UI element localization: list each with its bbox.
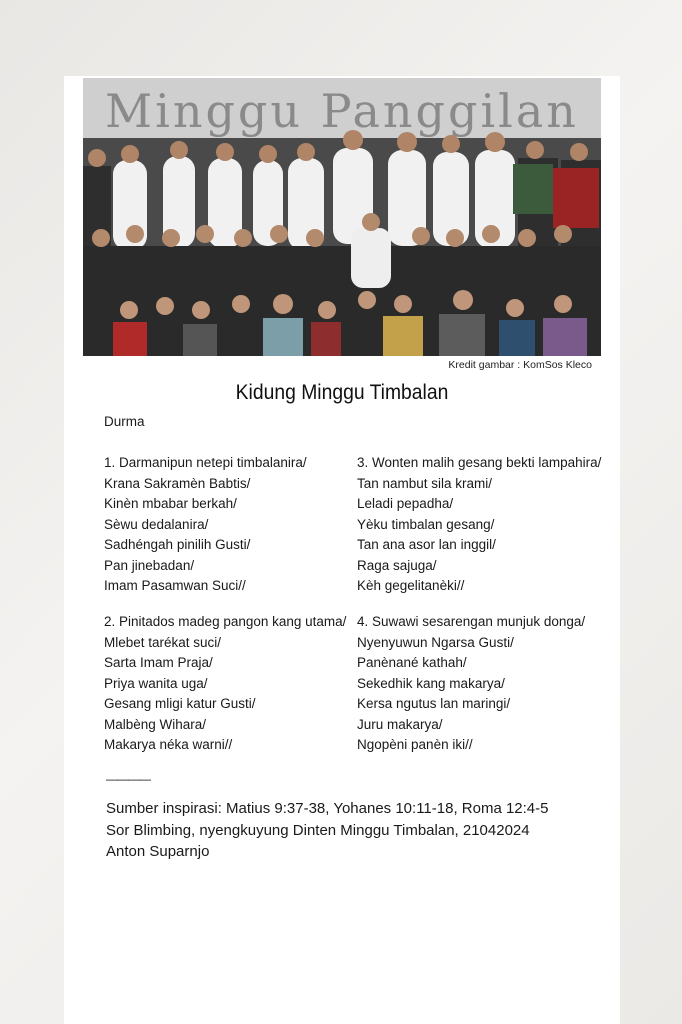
image-credit: Kredit gambar : KomSos Kleco <box>448 359 592 371</box>
verse-3 <box>357 453 601 597</box>
verse-line: Krana Sakramèn Babtis/ <box>104 475 251 491</box>
verse-line: Malbèng Wihara/ <box>104 716 207 732</box>
verse-line: Sekedhik kang makarya/ <box>357 675 505 691</box>
poem-title: Kidung Minggu Timbalan <box>235 381 449 404</box>
poem-card <box>64 76 620 1024</box>
verse-line: Imam Pasamwan Suci// <box>104 578 246 593</box>
meter-label: Durma <box>104 414 145 429</box>
verse-line: Panènané kathah/ <box>357 655 467 670</box>
verse-line: 2. Pinitados madeg pangon kang utama/ <box>104 614 347 629</box>
verse-line: Sèwu dedalanira/ <box>104 516 209 532</box>
verse-line: Pan jinebadan/ <box>104 557 195 573</box>
verse-2 <box>104 612 346 756</box>
verse-line: Kersa ngutus lan maringi/ <box>357 696 511 711</box>
photo-title: Minggu Panggilan <box>105 84 579 138</box>
verse-line: Leladi pepadha/ <box>357 496 454 511</box>
verse-line: Tan nambut sila krami/ <box>357 475 493 491</box>
verse-line: Raga sajuga/ <box>357 557 437 573</box>
separator-line: ———— <box>106 772 150 786</box>
source-author: Anton Suparnjo <box>106 843 210 860</box>
verse-line: Nyenyuwun Ngarsa Gusti/ <box>357 634 514 650</box>
verse-line: Kinèn mbabar berkah/ <box>104 496 237 511</box>
verse-line: Juru makarya/ <box>357 716 443 732</box>
verse-line: Sarta Imam Praja/ <box>104 655 213 670</box>
verse-line: Ngopèni panèn iki// <box>357 737 473 752</box>
verse-4 <box>357 612 585 756</box>
verse-line: Makarya néka warni// <box>104 737 233 752</box>
verse-line: Priya wanita uga/ <box>104 675 208 691</box>
verse-line: 3. Wonten malih gesang bekti lampahira/ <box>357 455 602 470</box>
verse-line: Yèku timbalan gesang/ <box>357 516 495 532</box>
source-place-date: Sor Blimbing, nyengkuyung Dinten Minggu Timbalan, 21042024 <box>106 821 530 839</box>
verse-line: Kèh gegelitanèki// <box>357 578 465 593</box>
verse-line: 1. Darmanipun netepi timbalanira/ <box>104 455 307 470</box>
verse-line: Gesang mligi katur Gusti/ <box>104 696 256 711</box>
header-photo <box>83 78 601 356</box>
verse-1 <box>104 453 307 597</box>
verse-line: Mlebet tarékat suci/ <box>104 634 222 650</box>
sources-block <box>106 798 549 863</box>
verse-line: Sadhéngah pinilih Gusti/ <box>104 537 251 552</box>
verse-line: 4. Suwawi sesarengan munjuk donga/ <box>357 614 586 629</box>
source-inspiration: Sumber inspirasi: Matius 9:37-38, Yohanes 10:11-18, Roma 12:4-5 <box>106 800 549 817</box>
verse-line: Tan ana asor lan inggil/ <box>357 537 496 552</box>
